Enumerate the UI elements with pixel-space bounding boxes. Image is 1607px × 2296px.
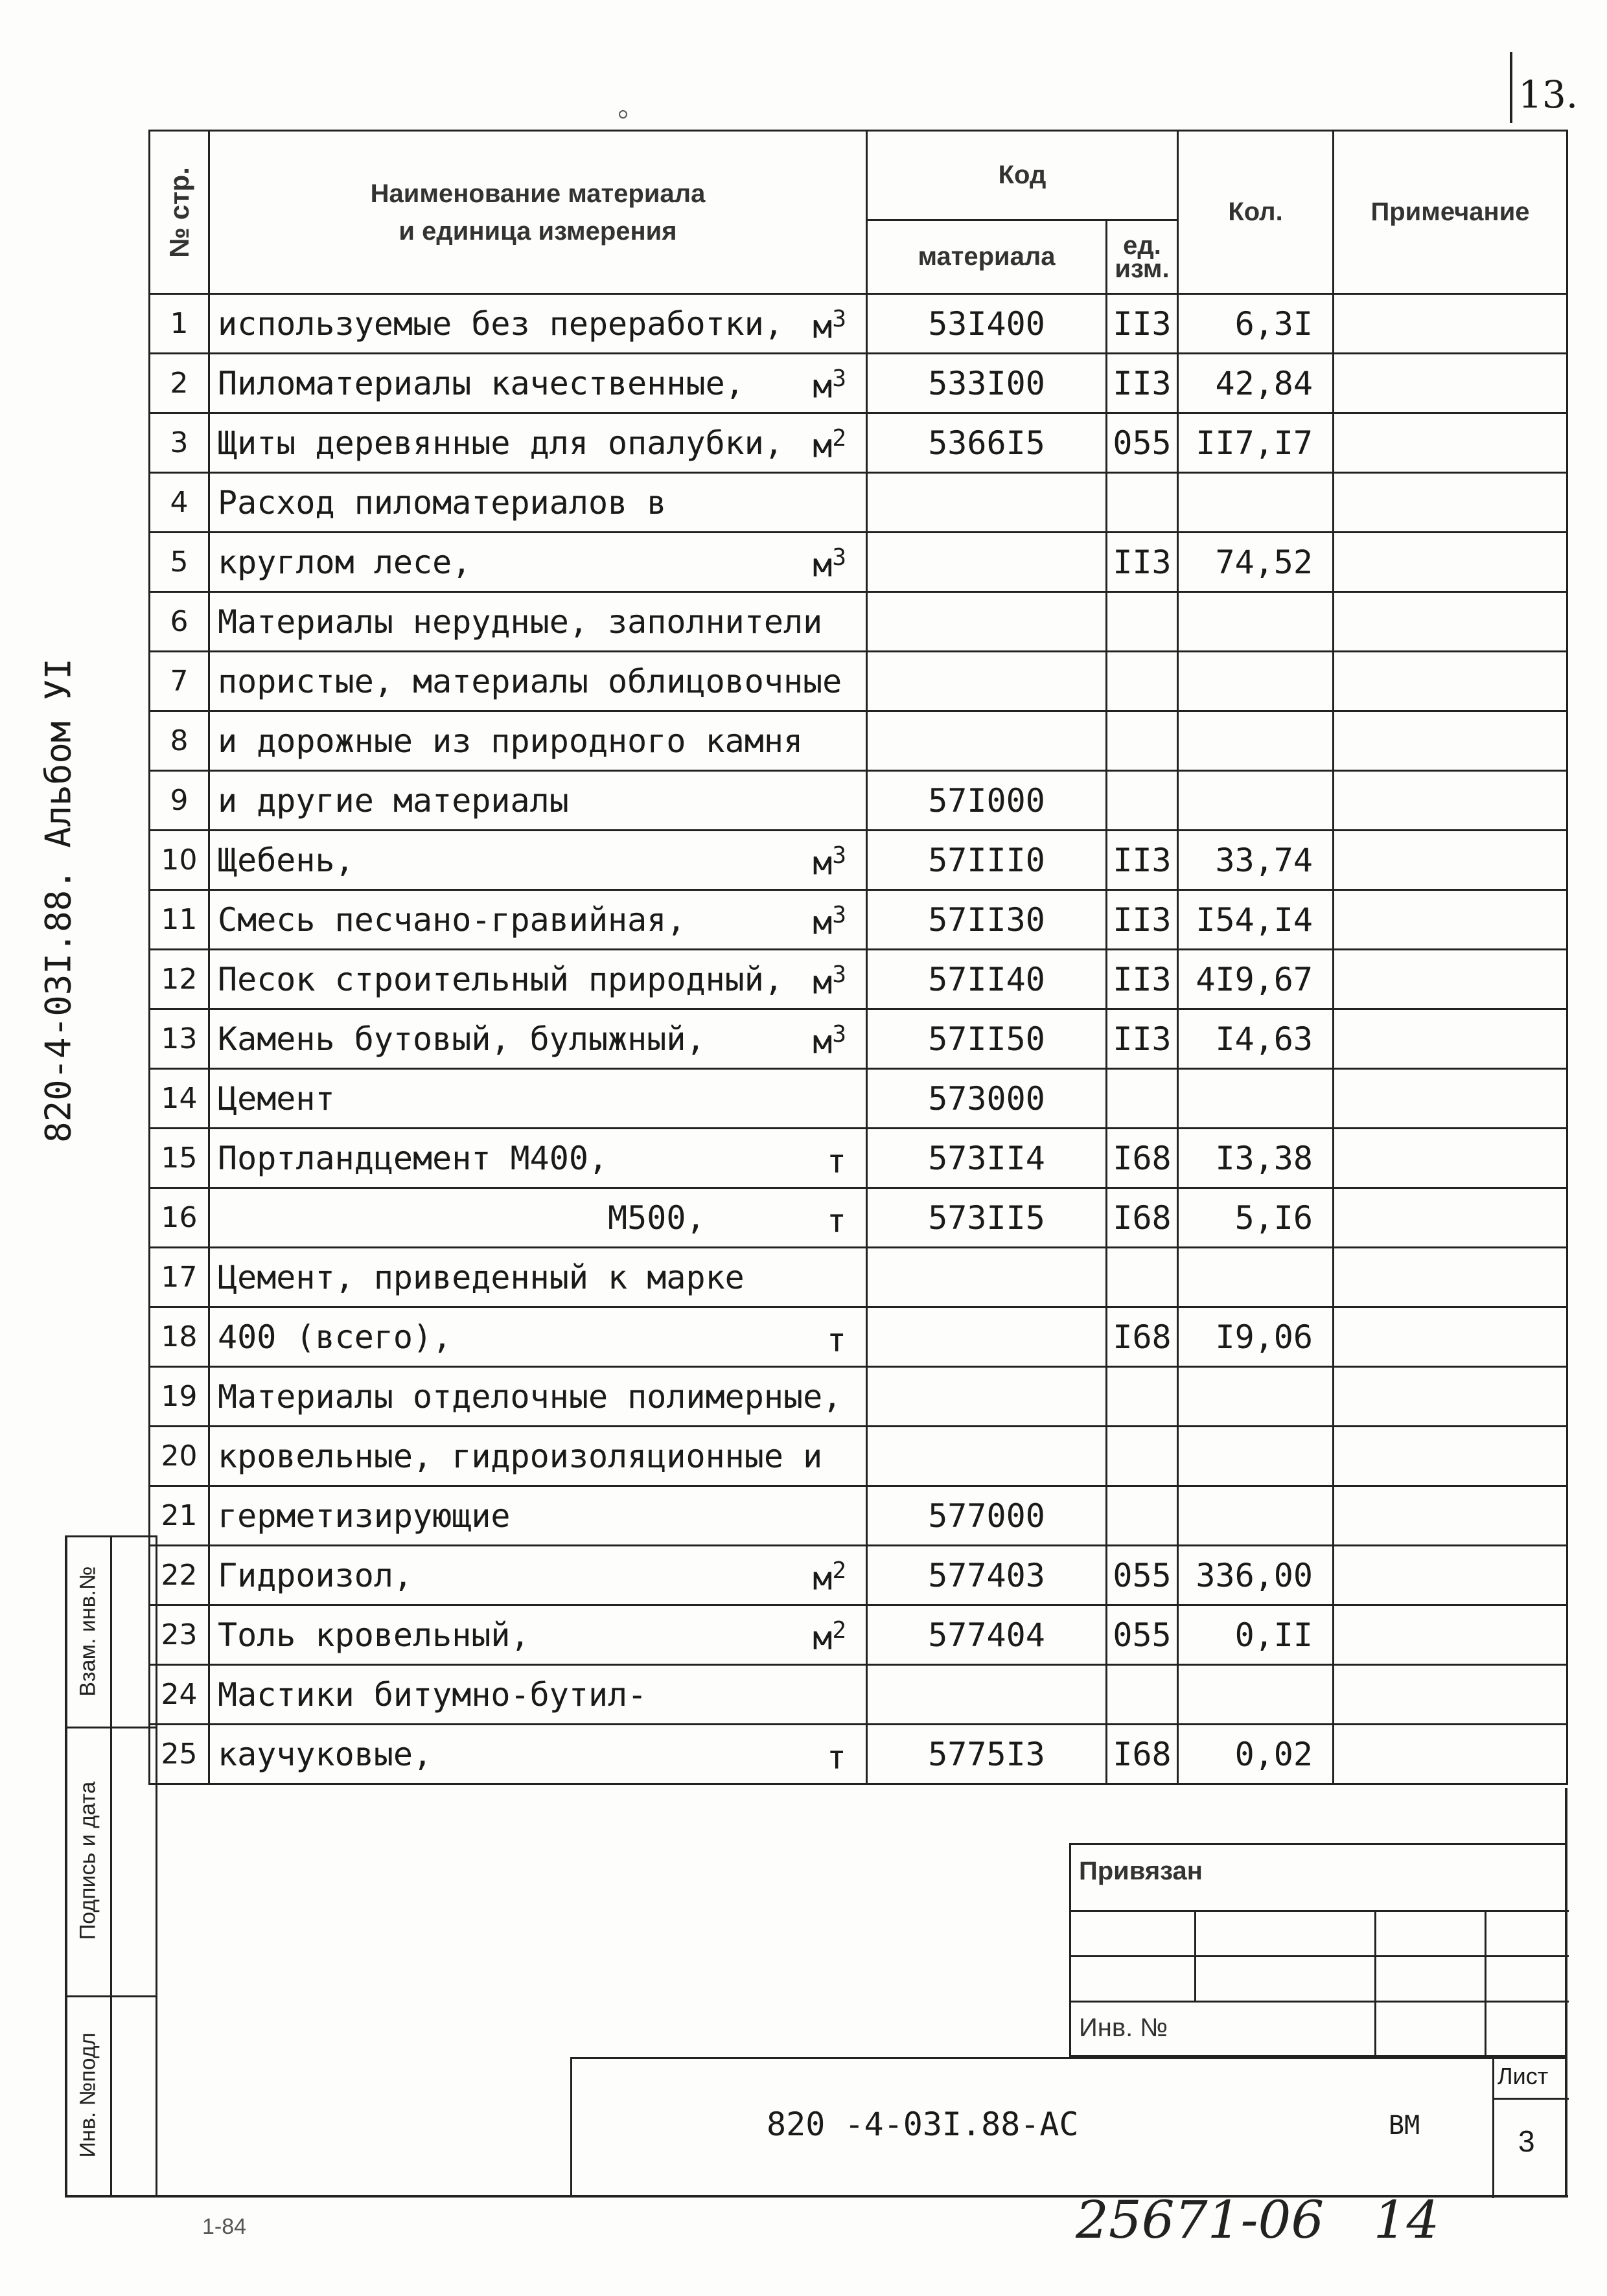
unit-label: $м^3$ [813, 842, 846, 882]
note-cell [1334, 1307, 1567, 1367]
material-name: Песок строительный природный, $м^3$ [209, 950, 867, 1009]
table-row [150, 1069, 1567, 1129]
material-name: Гидроизол, $м^2$ [209, 1546, 867, 1605]
material-name: круглом лесе, $м^3$ [209, 533, 867, 592]
quantity: 5,I6 [1178, 1188, 1334, 1248]
material-code [867, 711, 1107, 771]
stamp-rule-3 [65, 1995, 156, 1997]
note-cell [1334, 1248, 1567, 1307]
quantity [1178, 1069, 1334, 1129]
table-row [150, 1188, 1567, 1248]
unit-code: 055 [1107, 1546, 1178, 1605]
note-cell [1334, 950, 1567, 1009]
row-number: 15 [150, 1129, 209, 1188]
row-number: 9 [150, 771, 209, 831]
material-code [867, 1427, 1107, 1486]
quantity: 42,84 [1178, 354, 1334, 413]
table-row [150, 1605, 1567, 1665]
material-name: Цемент, приведенный к марке [209, 1248, 867, 1307]
quantity [1178, 473, 1334, 533]
unit-label: т [826, 1322, 846, 1359]
unit-code: I68 [1107, 1188, 1178, 1248]
doc-code: 820 -4-03I.88-АС [767, 2106, 1079, 2143]
list-value: 3 [1518, 2124, 1535, 2158]
unit-label: $м^3$ [813, 902, 846, 942]
unit-label: $м^3$ [813, 306, 846, 346]
row-number: 2 [150, 354, 209, 413]
unit-code [1107, 1486, 1178, 1546]
header-code-material: материала [867, 220, 1107, 294]
note-cell [1334, 711, 1567, 771]
material-name: кровельные, гидроизоляционные и [209, 1427, 867, 1486]
note-cell [1334, 1069, 1567, 1129]
table-row [150, 831, 1567, 890]
row-number: 17 [150, 1248, 209, 1307]
unit-label: т [826, 1143, 846, 1180]
unit-label: $м^2$ [813, 1617, 846, 1657]
quantity [1178, 1367, 1334, 1427]
unit-label: $м^3$ [813, 1021, 846, 1061]
table-row [150, 592, 1567, 652]
header-code: Код [867, 131, 1178, 220]
material-name: каучуковые, т [209, 1725, 867, 1784]
stamp-vzam-label: Взам. инв.№ [75, 1566, 100, 1697]
quantity: 0,II [1178, 1605, 1334, 1665]
row-number: 13 [150, 1009, 209, 1069]
quantity: 74,52 [1178, 533, 1334, 592]
table-row [150, 1009, 1567, 1069]
material-name: Пиломатериалы качественные, $м^3$ [209, 354, 867, 413]
material-code: 577404 [867, 1605, 1107, 1665]
unit-code [1107, 473, 1178, 533]
quantity: 4I9,67 [1178, 950, 1334, 1009]
material-name: герметизирующие [209, 1486, 867, 1546]
material-name: Щебень, $м^3$ [209, 831, 867, 890]
material-code [867, 1665, 1107, 1725]
row-number: 19 [150, 1367, 209, 1427]
unit-label: $м^3$ [813, 544, 846, 584]
note-cell [1334, 1546, 1567, 1605]
material-name: и другие материалы [209, 771, 867, 831]
inv-no-label: Инв. № [1079, 2014, 1168, 2042]
unit-code: I68 [1107, 1129, 1178, 1188]
row-number: 8 [150, 711, 209, 771]
unit-code [1107, 771, 1178, 831]
list-label: Лист [1497, 2063, 1549, 2089]
material-code [867, 533, 1107, 592]
privyazan-rule-1 [1071, 1910, 1569, 1912]
table-row [150, 1129, 1567, 1188]
stamp-inv-podl-label: Инв. №подл [75, 2032, 100, 2158]
unit-code: II3 [1107, 294, 1178, 354]
table-row [150, 652, 1567, 711]
side-title: 820-4-03I.88. Альбом УI [38, 658, 79, 1143]
table-row [150, 354, 1567, 413]
material-name: Мастики битумно-бутил- [209, 1665, 867, 1725]
quantity: I4,63 [1178, 1009, 1334, 1069]
material-name: Материалы нерудные, заполнители [209, 592, 867, 652]
stamp-rule-1 [65, 1535, 156, 1537]
row-number: 18 [150, 1307, 209, 1367]
doc-vm: ВМ [1389, 2111, 1420, 2141]
material-name: Щиты деревянные для опалубки, $м^2$ [209, 413, 867, 473]
quantity: 336,00 [1178, 1546, 1334, 1605]
table-row [150, 1665, 1567, 1725]
table-row [150, 950, 1567, 1009]
material-code [867, 1307, 1107, 1367]
row-number: 14 [150, 1069, 209, 1129]
unit-code: II3 [1107, 1009, 1178, 1069]
material-code: 5775I3 [867, 1725, 1107, 1784]
table-row [150, 1486, 1567, 1546]
note-cell [1334, 1367, 1567, 1427]
unit-code: I68 [1107, 1725, 1178, 1784]
list-divider [1492, 2059, 1494, 2198]
quantity [1178, 771, 1334, 831]
materials-table [148, 130, 1568, 1785]
privyazan-block [1069, 1843, 1567, 2057]
table-row [150, 1546, 1567, 1605]
stamp-signature-date-label: Подпись и дата [75, 1781, 100, 1940]
privyazan-rule-3 [1071, 2001, 1569, 2003]
table-row [150, 294, 1567, 354]
material-code: 573II4 [867, 1129, 1107, 1188]
header-name: Наименование материала и единица измерения [209, 131, 867, 294]
unit-label: $м^3$ [813, 961, 846, 1002]
row-number: 22 [150, 1546, 209, 1605]
row-number: 21 [150, 1486, 209, 1546]
quantity: I3,38 [1178, 1129, 1334, 1188]
stamp-frame-inner [110, 1535, 112, 2196]
material-name: пористые, материалы облицовочные [209, 652, 867, 711]
unit-code [1107, 1069, 1178, 1129]
table-row [150, 1367, 1567, 1427]
row-number: 16 [150, 1188, 209, 1248]
material-code [867, 1367, 1107, 1427]
note-cell [1334, 1129, 1567, 1188]
quantity: 0,02 [1178, 1725, 1334, 1784]
note-cell [1334, 771, 1567, 831]
quantity: 6,3I [1178, 294, 1334, 354]
quantity [1178, 652, 1334, 711]
unit-code: II3 [1107, 890, 1178, 950]
table-row [150, 413, 1567, 473]
quantity: I54,I4 [1178, 890, 1334, 950]
quantity: 33,74 [1178, 831, 1334, 890]
material-code: 57II40 [867, 950, 1107, 1009]
material-code: 57I000 [867, 771, 1107, 831]
note-cell [1334, 1605, 1567, 1665]
note-cell [1334, 1486, 1567, 1546]
unit-code: 055 [1107, 413, 1178, 473]
unit-code [1107, 1427, 1178, 1486]
quantity [1178, 1486, 1334, 1546]
unit-code [1107, 1367, 1178, 1427]
material-code: 57II30 [867, 890, 1107, 950]
unit-label: т [826, 1739, 846, 1776]
note-cell [1334, 1725, 1567, 1784]
material-name: 400 (всего), т [209, 1307, 867, 1367]
unit-code [1107, 1665, 1178, 1725]
note-cell [1334, 354, 1567, 413]
table-row [150, 1725, 1567, 1784]
quantity: II7,I7 [1178, 413, 1334, 473]
note-cell [1334, 294, 1567, 354]
table-row [150, 473, 1567, 533]
table-row [150, 1248, 1567, 1307]
row-number: 3 [150, 413, 209, 473]
unit-code [1107, 711, 1178, 771]
privyazan-vrule-2 [1374, 1910, 1376, 2059]
quantity [1178, 592, 1334, 652]
material-code [867, 652, 1107, 711]
material-code: 57II50 [867, 1009, 1107, 1069]
material-name: Камень бутовый, булыжный, $м^3$ [209, 1009, 867, 1069]
unit-label: $м^3$ [813, 365, 846, 406]
privyazan-vrule-3 [1485, 1910, 1486, 2059]
note-cell [1334, 890, 1567, 950]
frame-left-edge [156, 1535, 157, 2196]
row-number: 4 [150, 473, 209, 533]
unit-code: 055 [1107, 1605, 1178, 1665]
material-code: 573000 [867, 1069, 1107, 1129]
material-code: 53I400 [867, 294, 1107, 354]
material-code: 577403 [867, 1546, 1107, 1605]
material-code: 533I00 [867, 354, 1107, 413]
quantity: I9,06 [1178, 1307, 1334, 1367]
note-cell [1334, 533, 1567, 592]
privyazan-vrule-1 [1194, 1910, 1196, 2001]
material-name: Смесь песчано-гравийная, $м^3$ [209, 890, 867, 950]
header-note: Примечание [1334, 131, 1567, 294]
quantity [1178, 1427, 1334, 1486]
material-code: 5366I5 [867, 413, 1107, 473]
material-name: Цемент [209, 1069, 867, 1129]
material-name: и дорожные из природного камня [209, 711, 867, 771]
table-row [150, 1427, 1567, 1486]
row-number: 25 [150, 1725, 209, 1784]
material-name: используемые без переработки, $м^3$ [209, 294, 867, 354]
material-name: Материалы отделочные полимерные, [209, 1367, 867, 1427]
row-number: 5 [150, 533, 209, 592]
page-number: 13. [1518, 73, 1578, 117]
header-row-no: № стр. [150, 131, 209, 294]
unit-label: т [826, 1202, 846, 1240]
material-code [867, 1248, 1107, 1307]
quantity [1178, 1248, 1334, 1307]
note-cell [1334, 831, 1567, 890]
unit-label: $м^2$ [813, 425, 846, 465]
header-qty: Кол. [1178, 131, 1334, 294]
unit-code: I68 [1107, 1307, 1178, 1367]
unit-code: II3 [1107, 533, 1178, 592]
table-row [150, 533, 1567, 592]
note-cell [1334, 1427, 1567, 1486]
row-number: 6 [150, 592, 209, 652]
punch-dot [619, 110, 627, 119]
unit-code: II3 [1107, 354, 1178, 413]
note-cell [1334, 1009, 1567, 1069]
unit-code [1107, 592, 1178, 652]
material-code: 57III0 [867, 831, 1107, 890]
row-number: 10 [150, 831, 209, 890]
material-name: Расход пиломатериалов в [209, 473, 867, 533]
material-name: М500, т [209, 1188, 867, 1248]
row-number: 7 [150, 652, 209, 711]
unit-code: II3 [1107, 950, 1178, 1009]
row-number: 23 [150, 1605, 209, 1665]
material-name: Портландцемент М400, т [209, 1129, 867, 1188]
row-number: 1 [150, 294, 209, 354]
table-row [150, 1307, 1567, 1367]
materials-rows [150, 294, 1567, 1784]
stamp-frame-left [65, 1535, 67, 2196]
table-row [150, 711, 1567, 771]
privyazan-label: Привязан [1079, 1857, 1203, 1885]
page-number-rule [1510, 52, 1512, 123]
note-cell [1334, 1188, 1567, 1248]
note-cell [1334, 1665, 1567, 1725]
material-code [867, 473, 1107, 533]
unit-code [1107, 652, 1178, 711]
handwritten-number: 25671-06 14 [1076, 2190, 1440, 2250]
header-code-unit: ед. изм. [1107, 220, 1178, 294]
unit-label: $м^2$ [813, 1557, 846, 1598]
table-row [150, 890, 1567, 950]
material-code: 573II5 [867, 1188, 1107, 1248]
note-cell [1334, 652, 1567, 711]
unit-code: II3 [1107, 831, 1178, 890]
material-code [867, 592, 1107, 652]
quantity [1178, 1665, 1334, 1725]
note-cell [1334, 473, 1567, 533]
note-cell [1334, 413, 1567, 473]
unit-code [1107, 1248, 1178, 1307]
privyazan-rule-2 [1071, 1955, 1569, 1957]
row-number: 12 [150, 950, 209, 1009]
stamp-rule-2 [65, 1727, 156, 1728]
list-rule [1492, 2098, 1569, 2100]
form-number: 1-84 [202, 2214, 247, 2239]
title-block-main [570, 2057, 1567, 2196]
row-number: 11 [150, 890, 209, 950]
quantity [1178, 711, 1334, 771]
material-code: 577000 [867, 1486, 1107, 1546]
table-row [150, 771, 1567, 831]
note-cell [1334, 592, 1567, 652]
material-name: Толь кровельный, $м^2$ [209, 1605, 867, 1665]
row-number: 20 [150, 1427, 209, 1486]
row-number: 24 [150, 1665, 209, 1725]
